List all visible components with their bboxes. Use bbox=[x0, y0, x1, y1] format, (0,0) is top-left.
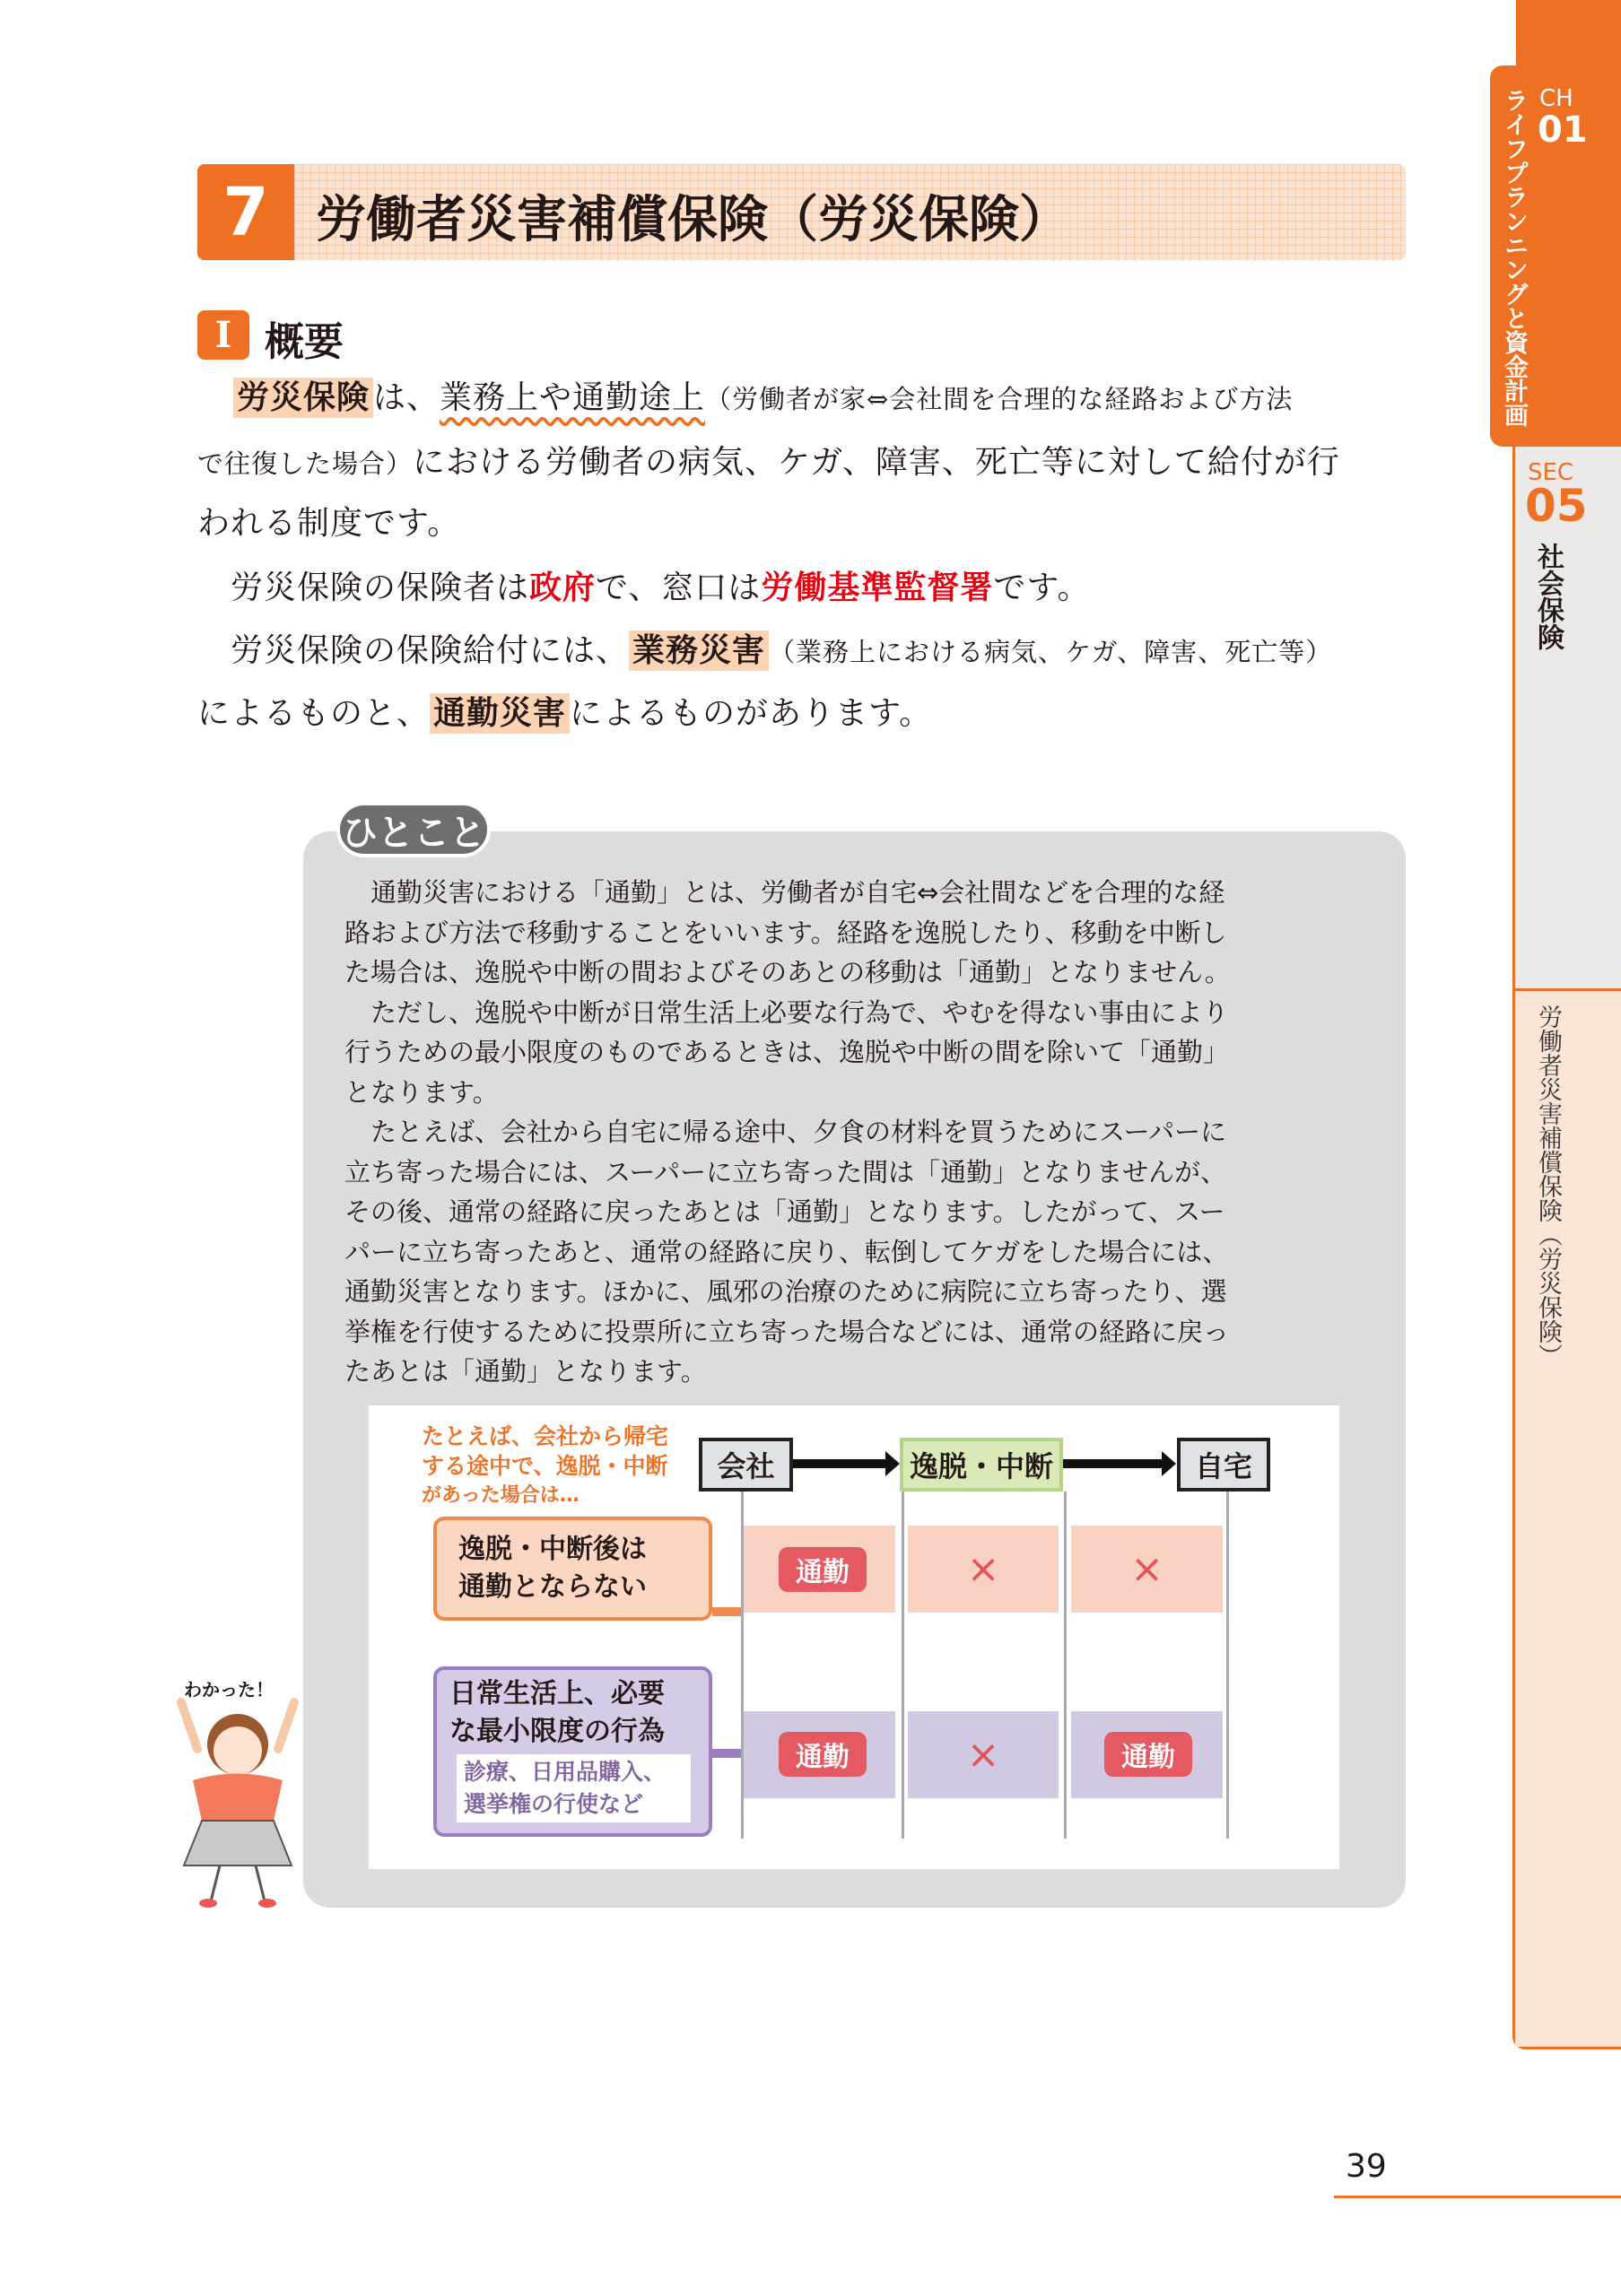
subsection-title: 概要 bbox=[265, 319, 344, 365]
label-line: な最小限度の行為 bbox=[449, 1716, 665, 1747]
heading-title: 労働者災害補償保険（労災保険） bbox=[316, 191, 1069, 249]
header-home: 自宅 bbox=[1177, 1438, 1270, 1492]
intro-line: があった場合は… bbox=[422, 1484, 580, 1507]
label-line: 日常生活上、必要 bbox=[449, 1678, 665, 1709]
row1-label bbox=[433, 1517, 712, 1621]
note-line: となります。 bbox=[344, 1076, 499, 1108]
note-line: たとえば、会社から自宅に帰る途中、夕食の材料を買うためにスーパーに bbox=[344, 1117, 1227, 1147]
note-line: 挙権を行使するために投票所に立ち寄った場合などには、通常の経路に戻っ bbox=[344, 1316, 1230, 1347]
diagram-intro bbox=[422, 1422, 668, 1510]
wavy-underlined-term: 業務上や通勤途上 bbox=[440, 379, 706, 416]
heading-number: 7 bbox=[197, 164, 294, 260]
arrow-icon bbox=[793, 1459, 887, 1468]
character-speech: わかった！ bbox=[184, 1679, 274, 1700]
arrow-icon bbox=[1063, 1459, 1163, 1468]
paragraph-line: われる制度です。 bbox=[197, 505, 461, 542]
header-deviation: 逸脱・中断 bbox=[900, 1438, 1063, 1492]
text: で、窓口は bbox=[596, 570, 762, 606]
intro-line: たとえば、会社から帰宅 bbox=[422, 1423, 669, 1449]
paragraph-line bbox=[197, 620, 1332, 683]
chapter-title: ライフプランニングと資金計画 bbox=[1500, 88, 1528, 427]
note-line: その後、通常の経路に戻ったあとは「通勤」となります。したがって、スー bbox=[344, 1196, 1225, 1227]
key-term: 労災保険 bbox=[233, 378, 373, 418]
example-line: 診療、日用品購入、 bbox=[464, 1759, 667, 1785]
paragraph-line bbox=[197, 557, 1090, 620]
note-line: 立ち寄った場合には、スーパーに立ち寄った間は「通勤」となりませんが、 bbox=[344, 1156, 1227, 1187]
page-rule bbox=[1334, 2196, 1621, 2198]
note-line: 路および方法で移動することをいいます。経路を逸脱したり、移動を中断し bbox=[344, 917, 1227, 948]
cross-icon: × bbox=[966, 1732, 1000, 1778]
text: 労災保険の保険給付には、 bbox=[197, 632, 630, 669]
header-company: 会社 bbox=[699, 1438, 793, 1492]
section-number: 05 bbox=[1525, 480, 1588, 532]
label-line: 逸脱・中断後は bbox=[458, 1534, 647, 1565]
subsection-badge: I bbox=[197, 310, 249, 360]
key-term: 通勤災害 bbox=[430, 693, 570, 734]
note-line: 通勤災害となります。ほかに、風邪の治療のために病院に立ち寄ったり、選 bbox=[344, 1276, 1227, 1307]
commute-tag: 通勤 bbox=[1104, 1732, 1192, 1777]
note-text: で往復した場合） bbox=[197, 448, 414, 479]
paragraph-line bbox=[197, 431, 1340, 494]
section-label: SEC bbox=[1528, 459, 1574, 486]
emphasis-red: 労働基準監督署 bbox=[761, 570, 994, 606]
note-line: パーに立ち寄ったあと、通常の経路に戻り、転倒してケガをした場合には、 bbox=[344, 1236, 1229, 1267]
intro-line: する途中で、逸脱・中断 bbox=[422, 1453, 668, 1479]
commute-tag: 通勤 bbox=[779, 1547, 867, 1592]
paragraph-line bbox=[197, 683, 932, 745]
key-term: 業務災害 bbox=[629, 631, 769, 671]
note-text: （労働者が家⇔会社間を合理的な経路および方法 bbox=[705, 384, 1294, 414]
commute-diagram bbox=[369, 1405, 1339, 1869]
timeline-line bbox=[1064, 1492, 1067, 1839]
emphasis-red: 政府 bbox=[529, 570, 597, 606]
note-line: 通勤災害における「通勤」とは、労働者が自宅⇔会社間などを合理的な経 bbox=[344, 877, 1225, 908]
paragraph-line bbox=[197, 367, 1293, 430]
note-badge: ひとこと bbox=[336, 802, 491, 857]
text: によるものと、 bbox=[197, 695, 431, 732]
cross-icon: × bbox=[1130, 1546, 1163, 1592]
text: です。 bbox=[993, 570, 1091, 606]
text: によるものがあります。 bbox=[570, 695, 933, 732]
arrow-icon bbox=[712, 1749, 741, 1758]
chapter-label: CH bbox=[1539, 85, 1573, 112]
note-line: た場合は、逸脱や中断の間およびそのあとの移動は「通勤」となりません。 bbox=[344, 957, 1231, 987]
chapter-number: 01 bbox=[1538, 109, 1588, 151]
timeline-line bbox=[1226, 1492, 1229, 1839]
note-line: 行うための最小限度のものであるときは、逸脱や中断の間を除いて「通勤」 bbox=[344, 1037, 1230, 1067]
text: は、 bbox=[373, 379, 440, 416]
row2-examples bbox=[457, 1754, 691, 1822]
timeline-line bbox=[902, 1492, 904, 1839]
section-heading bbox=[197, 164, 1406, 260]
topic-title: 労働者災害補償保険（労災保険） bbox=[1534, 1004, 1562, 1368]
note-line: ただし、逸脱や中断が日常生活上必要な行為で、やむを得ない事由により bbox=[344, 996, 1229, 1028]
section-title: 社会保険 bbox=[1532, 543, 1564, 650]
label-line: 通勤とならない bbox=[458, 1571, 647, 1603]
cross-icon: × bbox=[966, 1546, 1000, 1592]
note-text: （業務上における病気、ケガ、障害、死亡等） bbox=[769, 637, 1333, 667]
row2-label bbox=[433, 1666, 712, 1837]
girl-illustration bbox=[170, 1695, 305, 1910]
text: における労働者の病気、ケガ、障害、死亡等に対して給付が行 bbox=[413, 444, 1340, 481]
example-line: 選挙権の行使など bbox=[464, 1791, 644, 1817]
commute-tag: 通勤 bbox=[779, 1732, 867, 1777]
page-number: 39 bbox=[1346, 2148, 1387, 2185]
side-tab-top bbox=[1516, 0, 1621, 72]
note-line: たあとは「通勤」となります。 bbox=[344, 1356, 707, 1387]
arrow-icon bbox=[712, 1607, 741, 1616]
text: 労災保険の保険者は bbox=[197, 570, 530, 606]
